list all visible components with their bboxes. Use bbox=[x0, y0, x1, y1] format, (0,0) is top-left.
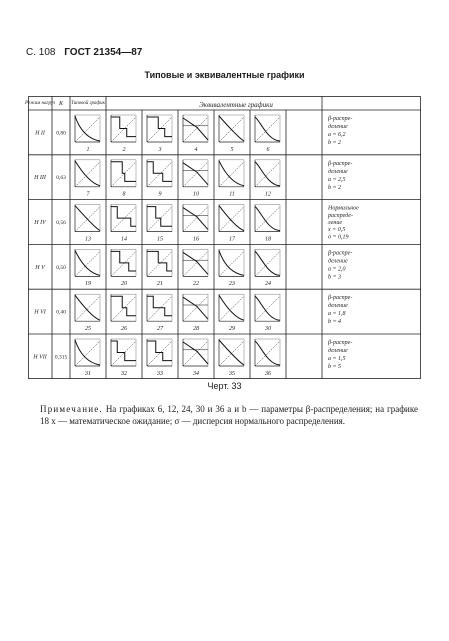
graph-number: 13 bbox=[85, 236, 91, 243]
graph-number: 9 bbox=[158, 191, 162, 198]
graph-number: 7 bbox=[86, 191, 90, 198]
page-title: Типовые и эквивалентные графики bbox=[144, 70, 305, 80]
distribution-text: ление bbox=[328, 220, 343, 226]
distribution-text: β-распре- bbox=[328, 340, 353, 346]
distribution-text: β-распре- bbox=[328, 295, 353, 302]
distribution-text: b = 2 bbox=[328, 184, 342, 191]
table-row bbox=[33, 160, 352, 198]
graph-number: 20 bbox=[121, 281, 127, 288]
graph-number: 29 bbox=[229, 326, 235, 332]
distribution-text: a = 6,2 bbox=[328, 132, 346, 138]
distribution-text: β-распре- bbox=[328, 160, 353, 167]
graph-number: 6 bbox=[266, 146, 270, 153]
page-header bbox=[26, 47, 142, 58]
distribution-text: деление bbox=[328, 168, 348, 175]
graph-number: 30 bbox=[265, 326, 271, 332]
standard-code: ГОСТ 21354—87 bbox=[64, 47, 143, 58]
graph-number: 15 bbox=[157, 236, 163, 243]
page-number: С. 108 bbox=[26, 47, 56, 58]
graph-number: 21 bbox=[157, 281, 163, 288]
header-k: K bbox=[58, 101, 64, 107]
row-k: 0,315 bbox=[54, 354, 68, 361]
graph-number: 16 bbox=[193, 236, 199, 243]
row-mode: Н V bbox=[35, 264, 45, 271]
distribution-text: x = 0,5 bbox=[328, 227, 346, 234]
row-mode: Н II bbox=[35, 130, 45, 137]
distribution-text: β-распре- bbox=[328, 250, 353, 257]
graph-number: 32 bbox=[121, 370, 127, 377]
footnote bbox=[40, 403, 418, 427]
graph-number: 1 bbox=[86, 146, 90, 153]
table-row bbox=[34, 249, 352, 287]
graph-number: 34 bbox=[193, 370, 199, 377]
row-mode: Н VII bbox=[33, 354, 47, 361]
graph-number: 26 bbox=[121, 326, 127, 332]
row-k: 0,63 bbox=[56, 175, 66, 182]
graph-number: 3 bbox=[158, 146, 162, 153]
graph-number: 19 bbox=[85, 281, 91, 288]
graph-number: 5 bbox=[230, 146, 234, 153]
graph-number: 8 bbox=[122, 191, 126, 198]
graph-number: 31 bbox=[85, 370, 91, 377]
row-mode: Н VI bbox=[34, 309, 46, 316]
header-typical: Типовой график bbox=[71, 101, 105, 106]
distribution-text: распреде- bbox=[328, 212, 353, 219]
graph-number: 25 bbox=[85, 326, 91, 332]
graph-number: 22 bbox=[193, 281, 199, 288]
graph-number: 27 bbox=[157, 326, 163, 332]
row-k: 0,50 bbox=[56, 264, 66, 271]
graph-number: 17 bbox=[229, 236, 235, 243]
graph-number: 12 bbox=[265, 191, 271, 198]
graph-number: 24 bbox=[265, 281, 271, 288]
header-mode: Режим нагруз bbox=[24, 101, 56, 106]
graph-number: 23 bbox=[229, 281, 235, 288]
distribution-text: a = 2,5 bbox=[328, 176, 346, 183]
row-k: 0,40 bbox=[56, 309, 66, 316]
distribution-text: β-распре- bbox=[328, 116, 353, 122]
distribution-text: b = 3 bbox=[328, 274, 342, 281]
table-row bbox=[33, 294, 352, 332]
graph-number: 4 bbox=[194, 146, 198, 153]
header-equivalent: Эквивалентные графики bbox=[199, 101, 273, 109]
row-mode: Н III bbox=[34, 175, 46, 182]
distribution-text: деление bbox=[328, 348, 348, 354]
distribution-text: Нормальное bbox=[328, 205, 359, 212]
distribution-text: деление bbox=[328, 258, 348, 265]
graph-number: 33 bbox=[157, 370, 163, 377]
distribution-text: a = 1,5 bbox=[328, 356, 346, 362]
graph-number: 10 bbox=[193, 191, 199, 198]
distribution-text: a = 2,0 bbox=[328, 266, 346, 273]
graph-number: 36 bbox=[265, 370, 271, 377]
row-k: 0,56 bbox=[56, 220, 66, 226]
row-k: 0,80 bbox=[56, 130, 66, 137]
graph-number: 35 bbox=[229, 370, 235, 377]
figure-caption: Черт. 33 bbox=[207, 381, 242, 391]
graph-number: 11 bbox=[229, 191, 235, 198]
table-row bbox=[32, 339, 352, 377]
graphs-table bbox=[24, 96, 421, 379]
row-mode: Н IV bbox=[34, 220, 46, 226]
graph-number: 28 bbox=[193, 326, 199, 332]
distribution-text: b = 2 bbox=[328, 140, 342, 146]
graph-number: 18 bbox=[265, 236, 271, 243]
distribution-text: деление bbox=[328, 303, 348, 310]
distribution-text: σ = 0,19 bbox=[328, 234, 349, 241]
distribution-text: деление bbox=[328, 124, 348, 130]
note-text: На графиках 6, 12, 24, 30 и 36 a и b — параметры β-распределения; на графике 18 x — математическое ожидание; σ — дисперсия нормального распределения. bbox=[40, 404, 418, 426]
graph-number: 14 bbox=[121, 236, 127, 243]
distribution-text: b = 4 bbox=[328, 319, 342, 326]
table-row bbox=[34, 115, 352, 153]
table-row bbox=[33, 205, 359, 243]
note-lead: Примечание. bbox=[40, 404, 103, 414]
distribution-text: b = 5 bbox=[328, 364, 342, 370]
distribution-text: a = 1,8 bbox=[328, 311, 346, 318]
graph-number: 2 bbox=[122, 146, 126, 153]
